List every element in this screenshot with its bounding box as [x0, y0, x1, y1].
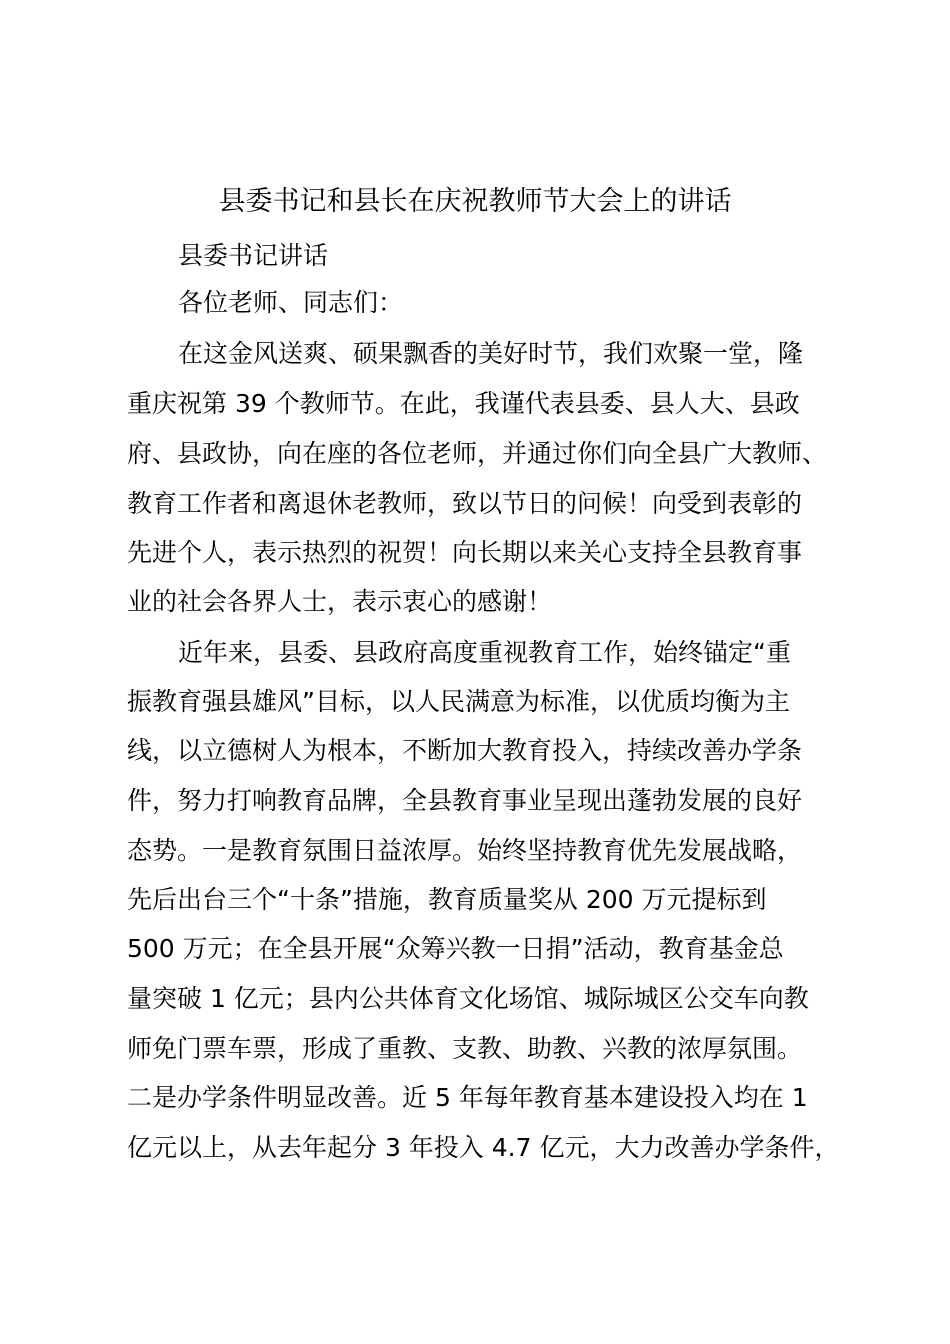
paragraph-line: 师免门票车票，形成了重教、支教、助教、兴教的浓厚氛围。: [127, 1034, 803, 1063]
paragraph-line: 500 万元；在全县开展“众筹兴教一日捐”活动，教育基金总: [127, 934, 784, 963]
paragraph-line: 先进个人，表示热烈的祝贺！向长期以来关心支持全县教育事: [127, 538, 803, 567]
paragraph-line: 近年来，县委、县政府高度重视教育工作，始终锚定“重: [178, 638, 791, 667]
paragraph-line: 件，努力打响教育品牌，全县教育事业呈现出蓬勃发展的良好: [127, 786, 803, 815]
paragraph-line: 教育工作者和离退休老教师，致以节日的问候！向受到表彰的: [127, 489, 803, 518]
paragraph-line: 量突破 1 亿元；县内公共体育文化场馆、城际城区公交车向教: [127, 984, 809, 1013]
paragraph-line: 线，以立德树人为根本，不断加大教育投入，持续改善办学条: [127, 736, 803, 765]
paragraph-line: 在这金风送爽、硕果飘香的美好时节，我们欢聚一堂，隆: [178, 339, 804, 368]
document-title: 县委书记和县长在庆祝教师节大会上的讲话: [218, 186, 732, 217]
salutation: 各位老师、同志们：: [178, 288, 404, 317]
paragraph-line: 振教育强县雄风”目标，以人民满意为标准，以优质均衡为主: [127, 687, 790, 716]
paragraph-line: 先后出台三个“十条”措施，教育质量奖从 200 万元提标到: [127, 885, 767, 914]
paragraph-line: 府、县政协，向在座的各位老师，并通过你们向全县广大教师、: [127, 439, 828, 468]
paragraph-line: 态势。一是教育氛围日益浓厚。始终坚持教育优先发展战略，: [127, 836, 803, 865]
speaker-heading: 县委书记讲话: [178, 241, 329, 270]
paragraph-line: 重庆祝第 39 个教师节。在此，我谨代表县委、县人大、县政: [127, 389, 800, 418]
paragraph-line: 亿元以上，从去年起分 3 年投入 4.7 亿元，大力改善办学条件，: [127, 1133, 840, 1162]
paragraph-line: 二是办学条件明显改善。近 5 年每年教育基本建设投入均在 1: [127, 1083, 808, 1112]
paragraph-line: 业的社会各界人士，表示衷心的感谢！: [127, 587, 553, 616]
